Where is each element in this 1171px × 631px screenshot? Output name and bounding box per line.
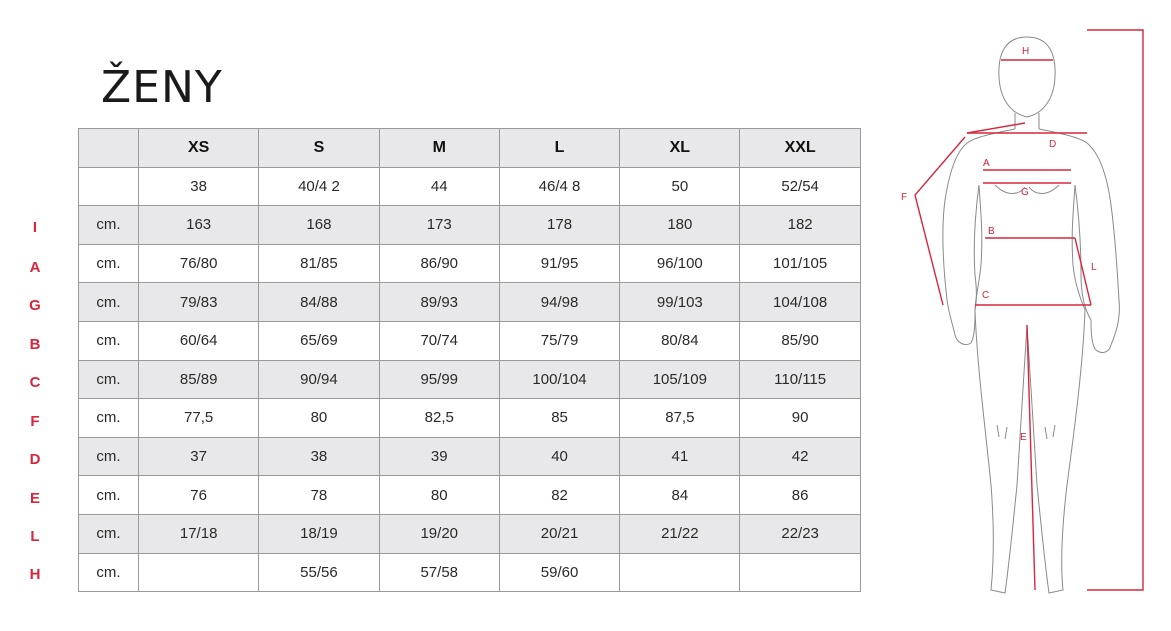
row-letter: E (29, 490, 40, 507)
table-cell: 110/115 (740, 360, 860, 399)
table-cell: 75/79 (499, 321, 619, 360)
table-cell: 85 (499, 399, 619, 438)
row-letter: B (29, 336, 41, 353)
table-cell: 57/58 (379, 553, 499, 592)
row-letter: C (29, 374, 41, 391)
table-row (79, 206, 861, 245)
table-cell: 39 (379, 437, 499, 476)
body-measurement-figure (895, 25, 1155, 605)
table-cell: 96/100 (620, 244, 740, 283)
unit-cell: cm. (79, 399, 139, 438)
table-cell: 40 (499, 437, 619, 476)
table-cell: 178 (499, 206, 619, 245)
table-cell: 86/90 (379, 244, 499, 283)
table-cell: 85/90 (740, 321, 860, 360)
table-cell (740, 553, 860, 592)
table-cell: 82,5 (379, 399, 499, 438)
table-row (79, 283, 861, 322)
unit-cell (79, 167, 139, 206)
measure-label-l: L (1091, 262, 1097, 273)
table-cell: 46/4 8 (499, 167, 619, 206)
size-header: S (259, 129, 379, 168)
table-cell: 81/85 (259, 244, 379, 283)
table-cell: 82 (499, 476, 619, 515)
table-cell: 76 (139, 476, 259, 515)
row-letter: H (29, 566, 41, 583)
table-cell: 94/98 (499, 283, 619, 322)
table-cell: 59/60 (499, 553, 619, 592)
measure-label-c: C (982, 290, 990, 301)
table-cell: 52/54 (740, 167, 860, 206)
table-cell: 84/88 (259, 283, 379, 322)
table-cell: 38 (259, 437, 379, 476)
table-cell: 60/64 (139, 321, 259, 360)
table-cell: 42 (740, 437, 860, 476)
table-cell: 173 (379, 206, 499, 245)
table-cell: 101/105 (740, 244, 860, 283)
table-cell: 44 (379, 167, 499, 206)
mannequin-illustration (895, 25, 1155, 605)
measure-label-a: A (983, 158, 990, 169)
table-cell: 100/104 (499, 360, 619, 399)
row-letter: D (29, 451, 41, 468)
page-title: ŽENY (101, 62, 223, 113)
table-cell: 22/23 (740, 514, 860, 553)
table-row (79, 167, 861, 206)
table-cell: 37 (139, 437, 259, 476)
measure-label-b: B (988, 226, 995, 237)
table-cell: 65/69 (259, 321, 379, 360)
unit-cell: cm. (79, 283, 139, 322)
measure-label-d: D (1049, 139, 1057, 150)
unit-cell: cm. (79, 244, 139, 283)
table-cell: 21/22 (620, 514, 740, 553)
row-letter: F (30, 413, 40, 430)
table-corner-cell (79, 129, 139, 168)
table-cell: 105/109 (620, 360, 740, 399)
row-letter: I (32, 219, 38, 236)
unit-cell: cm. (79, 476, 139, 515)
table-cell: 50 (620, 167, 740, 206)
table-cell: 18/19 (259, 514, 379, 553)
table-cell: 76/80 (139, 244, 259, 283)
table-cell: 80/84 (620, 321, 740, 360)
unit-cell: cm. (79, 437, 139, 476)
unit-cell: cm. (79, 360, 139, 399)
size-header: M (379, 129, 499, 168)
table-cell: 70/74 (379, 321, 499, 360)
table-cell: 40/4 2 (259, 167, 379, 206)
table-cell: 89/93 (379, 283, 499, 322)
size-header: XS (139, 129, 259, 168)
table-cell: 86 (740, 476, 860, 515)
measure-label-f: F (901, 192, 908, 203)
table-cell: 80 (379, 476, 499, 515)
size-header: XXL (740, 129, 860, 168)
table-cell: 87,5 (620, 399, 740, 438)
table-cell: 17/18 (139, 514, 259, 553)
table-cell: 85/89 (139, 360, 259, 399)
table-cell: 91/95 (499, 244, 619, 283)
table-cell: 163 (139, 206, 259, 245)
table-header-row (79, 129, 861, 168)
table-cell: 182 (740, 206, 860, 245)
table-row (79, 399, 861, 438)
table-cell: 180 (620, 206, 740, 245)
size-table (78, 128, 861, 592)
table-row (79, 321, 861, 360)
table-row (79, 476, 861, 515)
row-letter: G (29, 297, 41, 314)
unit-cell: cm. (79, 514, 139, 553)
table-cell: 90/94 (259, 360, 379, 399)
table-row (79, 437, 861, 476)
row-letter: L (30, 528, 40, 545)
table-cell: 84 (620, 476, 740, 515)
table-row (79, 514, 861, 553)
table-cell: 38 (139, 167, 259, 206)
table-cell: 95/99 (379, 360, 499, 399)
table-cell: 41 (620, 437, 740, 476)
unit-cell: cm. (79, 206, 139, 245)
measure-label-g: G (1021, 187, 1029, 198)
unit-cell: cm. (79, 553, 139, 592)
table-cell: 19/20 (379, 514, 499, 553)
measure-label-e: E (1020, 432, 1027, 443)
table-cell: 104/108 (740, 283, 860, 322)
table-cell: 78 (259, 476, 379, 515)
table-cell: 80 (259, 399, 379, 438)
size-header: XL (620, 129, 740, 168)
table-row (79, 244, 861, 283)
table-row (79, 553, 861, 592)
table-cell (620, 553, 740, 592)
measure-label-h: H (1022, 46, 1030, 57)
unit-cell: cm. (79, 321, 139, 360)
size-header: L (499, 129, 619, 168)
table-row (79, 360, 861, 399)
table-cell: 77,5 (139, 399, 259, 438)
table-cell: 99/103 (620, 283, 740, 322)
table-cell: 79/83 (139, 283, 259, 322)
table-cell (139, 553, 259, 592)
row-letter: A (29, 259, 41, 276)
table-cell: 20/21 (499, 514, 619, 553)
table-cell: 90 (740, 399, 860, 438)
table-cell: 55/56 (259, 553, 379, 592)
table-cell: 168 (259, 206, 379, 245)
